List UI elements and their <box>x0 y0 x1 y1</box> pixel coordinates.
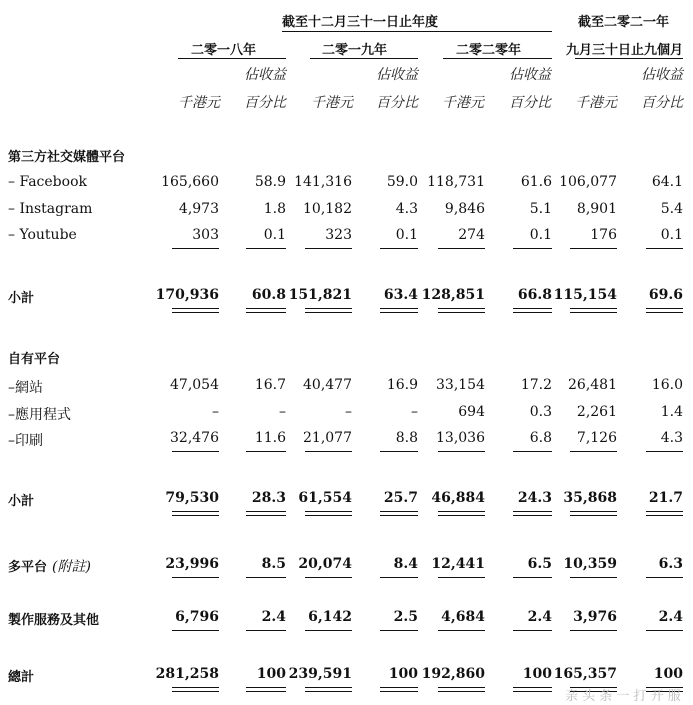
row-production-value-6: 3,976 <box>573 609 617 625</box>
row-youtube-value-6: 176 <box>590 227 617 243</box>
row-facebook-value-5: 61.6 <box>520 174 552 190</box>
row-subtotal-own-value-2: 61,554 <box>298 490 352 506</box>
row-website-value-0: 47,054 <box>170 377 219 393</box>
row-website-value-1: 16.7 <box>254 377 286 393</box>
row-subtotal-own-value-6: 35,868 <box>563 490 617 506</box>
row-total-value-0: 281,258 <box>155 666 219 682</box>
row-total-value-6: 165,357 <box>553 666 617 682</box>
row-subtotal-third-party-value-2: 151,821 <box>288 287 352 303</box>
row-total-value-1: 100 <box>256 666 286 682</box>
row-subtotal-own-value-3: 25.7 <box>383 490 418 506</box>
row-app-value-6: 2,261 <box>576 404 617 420</box>
row-youtube-value-3: 0.1 <box>395 227 418 243</box>
row-production-value-4: 4,684 <box>441 609 485 625</box>
header-amount-2019: 千港元 <box>311 95 353 111</box>
header-year-2019: 二零一九年 <box>322 43 388 58</box>
row-print-value-2: 21,077 <box>303 430 352 446</box>
row-subtotal-own-value-1: 28.3 <box>251 490 286 506</box>
row-multi-platform-value-1: 8.5 <box>261 556 286 572</box>
row-multi-platform-value-5: 6.5 <box>527 556 552 572</box>
section-title-third-party: 第三方社交媒體平台 <box>8 150 126 165</box>
row-print-value-3: 8.8 <box>395 430 418 446</box>
header-pct-2018-l2: 百分比 <box>244 95 286 111</box>
row-instagram-value-4: 9,846 <box>444 201 485 217</box>
row-print-value-7: 4.3 <box>660 430 683 446</box>
row-facebook-value-6: 106,077 <box>559 174 617 190</box>
row-total-value-5: 100 <box>522 666 552 682</box>
row-app-value-5: 0.3 <box>529 404 552 420</box>
row-app-label: –應用程式 <box>8 407 71 423</box>
row-youtube-label: – Youtube <box>8 227 77 243</box>
row-print-value-5: 6.8 <box>529 430 552 446</box>
row-instagram-value-1: 1.8 <box>263 201 286 217</box>
header-nine-months-line2: 九月三十日止九個月 <box>566 43 684 58</box>
row-facebook-value-1: 58.9 <box>254 174 286 190</box>
row-production-value-2: 6,142 <box>308 609 352 625</box>
header-pct-2019-l1: 佔收益 <box>376 67 418 83</box>
row-print-value-1: 11.6 <box>254 430 286 446</box>
row-youtube-value-4: 274 <box>458 227 485 243</box>
row-subtotal-own-label: 小計 <box>8 494 35 509</box>
watermark: 亲 头 条 一 打 开 服 <box>565 689 681 704</box>
row-multi-platform-value-7: 6.3 <box>658 556 683 572</box>
row-website-value-5: 17.2 <box>520 377 552 393</box>
header-nine-months-line1: 截至二零二一年 <box>578 15 670 30</box>
row-facebook-value-3: 59.0 <box>386 174 418 190</box>
row-subtotal-third-party-value-3: 63.4 <box>383 287 418 303</box>
row-app-value-0: – <box>212 404 219 420</box>
header-pct-2020-l1: 佔收益 <box>509 67 551 83</box>
row-production-value-0: 6,796 <box>175 609 219 625</box>
row-multi-platform-value-6: 10,359 <box>563 556 617 572</box>
row-total-value-3: 100 <box>388 666 418 682</box>
row-production-label: 製作服務及其他 <box>8 613 100 628</box>
row-instagram-value-5: 5.1 <box>529 201 552 217</box>
row-subtotal-own-value-5: 24.3 <box>517 490 552 506</box>
row-app-value-7: 1.4 <box>660 404 683 420</box>
header-pct-2021-l2: 百分比 <box>641 95 683 111</box>
row-subtotal-own-value-4: 46,884 <box>431 490 485 506</box>
row-app-value-2: – <box>345 404 352 420</box>
row-instagram-value-6: 8,901 <box>576 201 617 217</box>
section-title-own: 自有平台 <box>8 352 61 367</box>
row-subtotal-third-party-value-6: 115,154 <box>553 287 617 303</box>
row-website-value-3: 16.9 <box>386 377 418 393</box>
header-pct-2021-l1: 佔收益 <box>641 67 683 83</box>
row-website-label: –網站 <box>8 380 43 396</box>
header-year-2020: 二零二零年 <box>456 43 522 58</box>
row-production-value-3: 2.5 <box>393 609 418 625</box>
row-multi-platform-value-4: 12,441 <box>431 556 485 572</box>
row-subtotal-third-party-value-5: 66.8 <box>517 287 552 303</box>
header-pct-2020-l2: 百分比 <box>509 95 551 111</box>
row-total-value-4: 192,860 <box>421 666 485 682</box>
row-print-value-4: 13,036 <box>436 430 485 446</box>
row-subtotal-third-party-value-1: 60.8 <box>251 287 286 303</box>
row-subtotal-third-party-label: 小計 <box>8 291 35 306</box>
header-year-end-group: 截至十二月三十一日止年度 <box>282 15 439 30</box>
row-total-value-2: 239,591 <box>288 666 352 682</box>
row-youtube-value-7: 0.1 <box>660 227 683 243</box>
header-amount-2018: 千港元 <box>178 95 220 111</box>
row-app-value-3: – <box>411 404 418 420</box>
row-app-value-1: – <box>279 404 286 420</box>
header-amount-2020: 千港元 <box>442 95 484 111</box>
row-app-value-4: 694 <box>458 404 485 420</box>
header-year-2018: 二零一八年 <box>191 43 257 58</box>
row-instagram-value-3: 4.3 <box>395 201 418 217</box>
row-total-label: 總計 <box>8 670 35 685</box>
row-multi-platform-note: (附註) <box>52 559 91 575</box>
row-facebook-value-4: 118,731 <box>427 174 485 190</box>
row-multi-platform-value-2: 20,074 <box>298 556 352 572</box>
row-instagram-value-7: 5.4 <box>660 201 683 217</box>
row-print-value-6: 7,126 <box>576 430 617 446</box>
row-subtotal-own-value-7: 21.7 <box>648 490 683 506</box>
row-subtotal-third-party-value-0: 170,936 <box>155 287 219 303</box>
row-production-value-5: 2.4 <box>527 609 552 625</box>
header-amount-2021: 千港元 <box>575 95 617 111</box>
row-youtube-value-0: 303 <box>192 227 219 243</box>
row-total-value-7: 100 <box>653 666 683 682</box>
row-website-value-2: 40,477 <box>303 377 352 393</box>
row-subtotal-own-value-0: 79,530 <box>165 490 219 506</box>
row-instagram-label: – Instagram <box>8 201 93 217</box>
row-print-value-0: 32,476 <box>170 430 219 446</box>
row-website-value-6: 26,481 <box>568 377 617 393</box>
row-youtube-value-5: 0.1 <box>529 227 552 243</box>
row-youtube-value-1: 0.1 <box>263 227 286 243</box>
row-production-value-7: 2.4 <box>658 609 683 625</box>
row-multi-platform-value-3: 8.4 <box>393 556 418 572</box>
row-subtotal-third-party-value-7: 69.6 <box>648 287 683 303</box>
row-youtube-value-2: 323 <box>325 227 352 243</box>
row-instagram-value-0: 4,973 <box>178 201 219 217</box>
row-website-value-7: 16.0 <box>651 377 683 393</box>
header-pct-2019-l2: 百分比 <box>376 95 418 111</box>
header-pct-2018-l1: 佔收益 <box>244 67 286 83</box>
row-subtotal-third-party-value-4: 128,851 <box>421 287 485 303</box>
row-facebook-value-7: 64.1 <box>651 174 683 190</box>
row-production-value-1: 2.4 <box>261 609 286 625</box>
row-print-label: –印刷 <box>8 433 43 449</box>
row-facebook-value-0: 165,660 <box>161 174 219 190</box>
row-multi-platform-value-0: 23,996 <box>165 556 219 572</box>
row-website-value-4: 33,154 <box>436 377 485 393</box>
row-facebook-label: – Facebook <box>8 174 87 190</box>
row-instagram-value-2: 10,182 <box>303 201 352 217</box>
row-facebook-value-2: 141,316 <box>294 174 352 190</box>
row-multi-platform-label: 多平台 <box>8 560 48 575</box>
